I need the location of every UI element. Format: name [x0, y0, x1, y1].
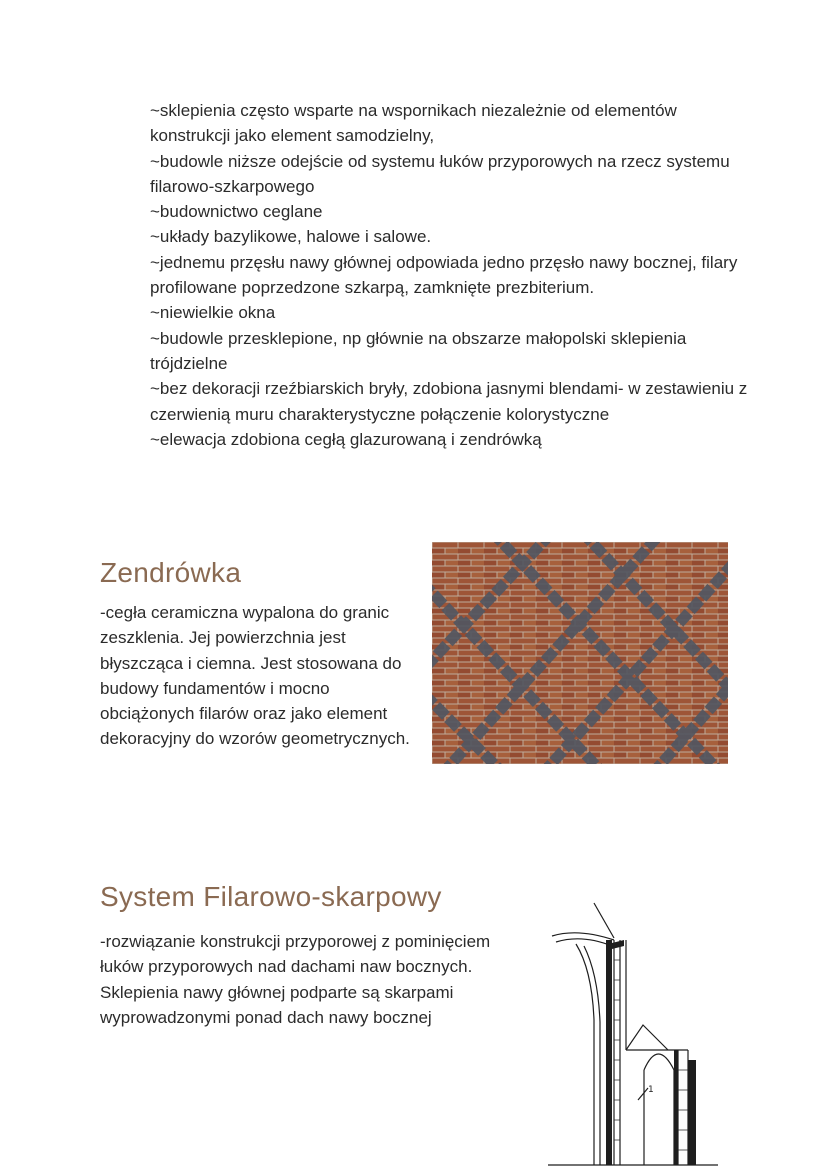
diagram-label: 1	[648, 1085, 654, 1095]
zendrowka-description: -cegła ceramiczna wypalona do granic zeszklenia. Jej powierzchnia jest błyszcząca i ciemna. Jest stosowana do budowy fundamentów i mocno obciążonych filarów oraz jako element dekoracyjny do wzorów geometrycznych.	[100, 603, 410, 749]
intro-line: ~budownictwo ceglane	[150, 202, 323, 222]
system-title: System Filarowo-skarpowy	[100, 881, 442, 912]
intro-line: ~jednemu przęsłu nawy głównej odpowiada jedno przęsło nawy bocznej, filary profilowane poprzedzone szkarpą, zamknięte prezbiterium.	[150, 252, 738, 298]
intro-line: ~budowle przesklepione, np głównie na obszarze małopolski sklepienia trójdzielne	[150, 328, 687, 373]
intro-line: ~niewielkie okna	[150, 303, 276, 323]
intro-line: ~bez dekoracji rzeźbiarskich bryły, zdobiona jasnymi blendami- w zestawieniu z czerwienią muru charakterystyczne połączenie kolorystyczne	[150, 379, 748, 424]
system-description: -rozwiązanie konstrukcji przyporowej z pominięciem łuków przyporowych nad dachami naw bocznych. Sklepienia nawy głównej podparte są skarpami wyprowadzonymi ponad dach nawy bocznej	[100, 932, 491, 1027]
intro-line: ~budowle niższe odejście od systemu łuków przyporowych na rzecz systemu filarowo-szkarpowego	[150, 151, 730, 196]
intro-line: ~układy bazylikowe, halowe i salowe.	[150, 227, 432, 247]
brick-wall-photo	[432, 542, 728, 764]
intro-line: ~sklepienia często wsparte na wspornikach niezależnie od elementów konstrukcji jako element samodzielny,	[150, 101, 677, 146]
buttress-section-diagram	[548, 900, 718, 1169]
intro-list	[150, 98, 750, 452]
intro-line: ~elewacja zdobiona cegłą glazurowaną i zendrówką	[150, 429, 542, 449]
zendrowka-title: Zendrówka	[100, 557, 242, 588]
